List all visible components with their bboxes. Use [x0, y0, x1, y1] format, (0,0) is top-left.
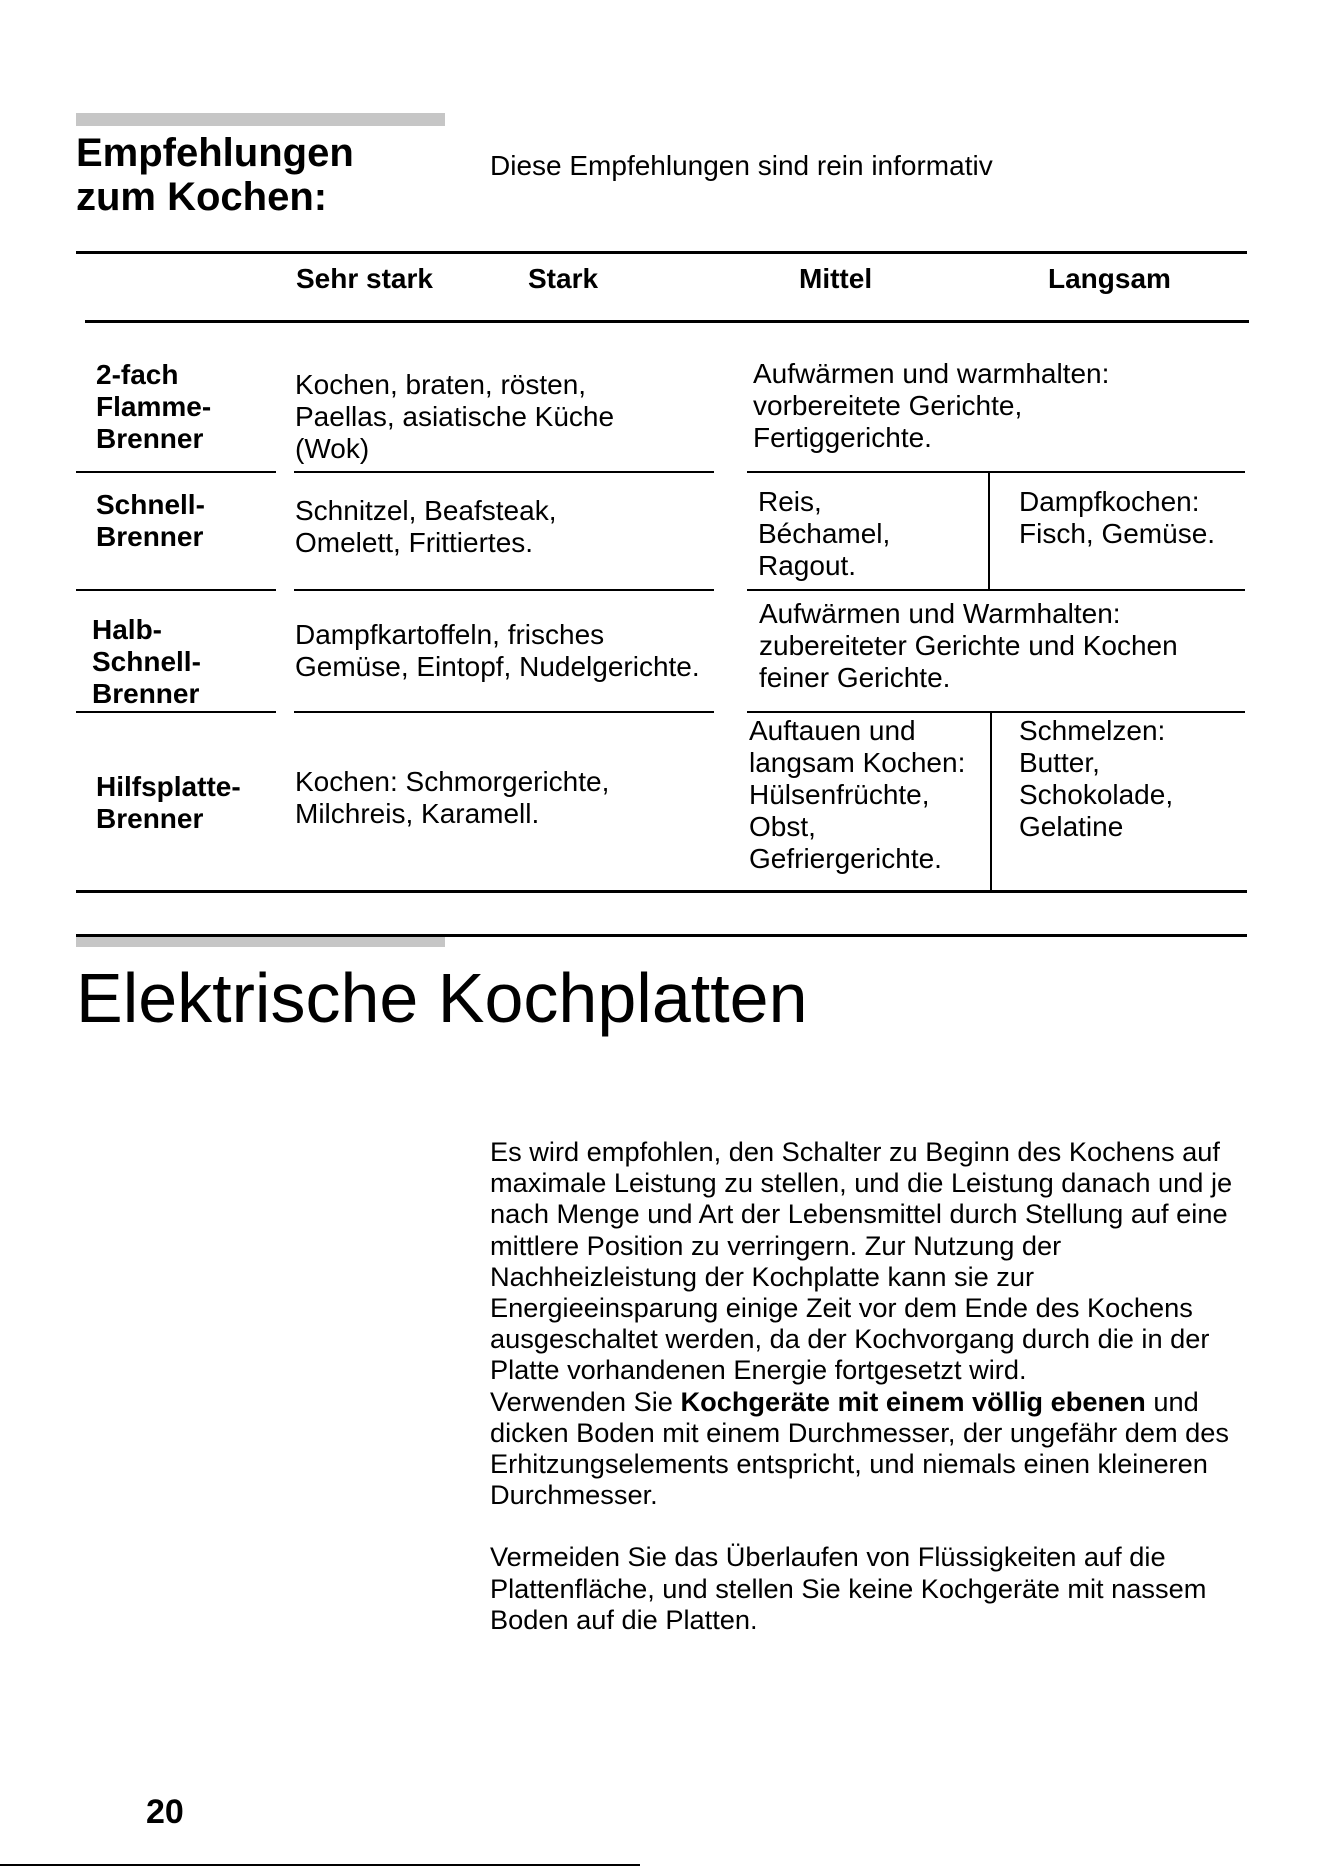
cell-strong-2fach: Kochen, braten, rösten, Paellas, asiatische Küche (Wok) — [295, 369, 615, 464]
section-title — [76, 131, 354, 219]
row-label-halb-schnell: Halb- Schnell- Brenner — [92, 614, 201, 709]
cell-medium-schnell: Reis, Béchamel, Ragout. — [758, 486, 891, 581]
cell-medium-slow-halb-schnell: Aufwärmen und Warmhalten: zubereiteter Gerichte und Kochen feiner Gerichte. — [759, 598, 1178, 693]
page-number: 20 — [146, 1793, 184, 1831]
col-divider-hilfsplatte — [990, 713, 992, 892]
row-label-schnell: Schnell- Brenner — [96, 489, 205, 552]
cell-strong-hilfsplatte: Kochen: Schmorgerichte, Milchreis, Karamell. — [295, 766, 610, 829]
section2-title: Elektrische Kochplatten — [76, 959, 808, 1037]
row-label-hilfsplatte: Hilfsplatte- Brenner — [96, 771, 241, 834]
body-paragraph-1: Es wird empfohlen, den Schalter zu Beginn des Kochens auf maximale Leistung zu stellen, und die Leistung danach und je nach Menge und Art der Lebensmittel durch Stellung auf eine mittlere Position zu verringern. Zur Nutzung der Nachheizleistung der Kochplatte kann sie zur Energieeinsparung einige Zeit vor dem Ende des Kochens ausgeschaltet werden, da der Kochvorgang durch die in der Platte vorhandenen Energie fortgesetzt wird. — [490, 1136, 1233, 1386]
row-rule-mid — [294, 589, 714, 591]
section-title-line1: Empfehlungen — [76, 131, 354, 175]
row-rule-mid — [294, 711, 714, 713]
section-title-line2: zum Kochen: — [76, 175, 328, 219]
row-rule-right — [747, 471, 1245, 473]
para2-text-post: und dicken Boden mit einem Durchmesser, der ungefähr dem des Erhitzungselements entspricht, und niemals einen kleineren Durchmesser. — [490, 1385, 1229, 1511]
row-label-2fach-flamme: 2-fach Flamme- Brenner — [96, 359, 212, 454]
para2-text-bold: Kochgeräte mit einem völlig ebenen — [680, 1385, 1146, 1417]
cell-slow-hilfsplatte: Schmelzen: Butter, Schokolade, Gelatine — [1019, 715, 1174, 842]
col-header-mittel: Mittel — [799, 263, 873, 294]
row-rule-left — [76, 471, 276, 473]
col-header-stark: Stark — [528, 263, 599, 294]
section-subtitle: Diese Empfehlungen sind rein informativ — [490, 150, 993, 181]
section-accent-bar — [76, 113, 445, 126]
cell-slow-schnell: Dampfkochen: Fisch, Gemüse. — [1019, 486, 1216, 549]
row-rule-right — [747, 589, 1245, 591]
cell-medium-hilfsplatte: Auftauen und langsam Kochen: Hülsenfrüchte, Obst, Gefriergerichte. — [749, 715, 966, 874]
col-header-sehr-stark: Sehr stark — [296, 263, 433, 294]
row-rule-mid — [294, 471, 714, 473]
body-paragraph-2 — [490, 1386, 1250, 1511]
row-rule-left — [76, 589, 276, 591]
col-divider-schnell — [988, 473, 990, 589]
footer-rule — [0, 1864, 640, 1866]
table-bottom-rule — [76, 890, 1247, 893]
table-header-rule — [85, 320, 1249, 323]
body-paragraph-3: Vermeiden Sie das Überlaufen von Flüssigkeiten auf die Plattenfläche, und stellen Sie keine Kochgeräte mit nassem Boden auf die Platten. — [490, 1541, 1207, 1635]
table-top-rule — [76, 251, 1247, 254]
cell-strong-halb-schnell: Dampfkartoffeln, frisches Gemüse, Eintopf, Nudelgerichte. — [295, 619, 700, 682]
cell-strong-schnell: Schnitzel, Beafsteak, Omelett, Frittiertes. — [295, 495, 557, 558]
section2-body — [490, 1136, 1250, 1635]
row-rule-left — [76, 711, 276, 713]
row-rule-right — [747, 711, 1245, 713]
section2-accent-bar — [76, 937, 445, 947]
para2-text-pre: Verwenden Sie — [490, 1385, 681, 1417]
col-header-langsam: Langsam — [1048, 263, 1171, 294]
cell-medium-slow-2fach: Aufwärmen und warmhalten: vorbereitete Gerichte, Fertiggerichte. — [753, 358, 1110, 453]
